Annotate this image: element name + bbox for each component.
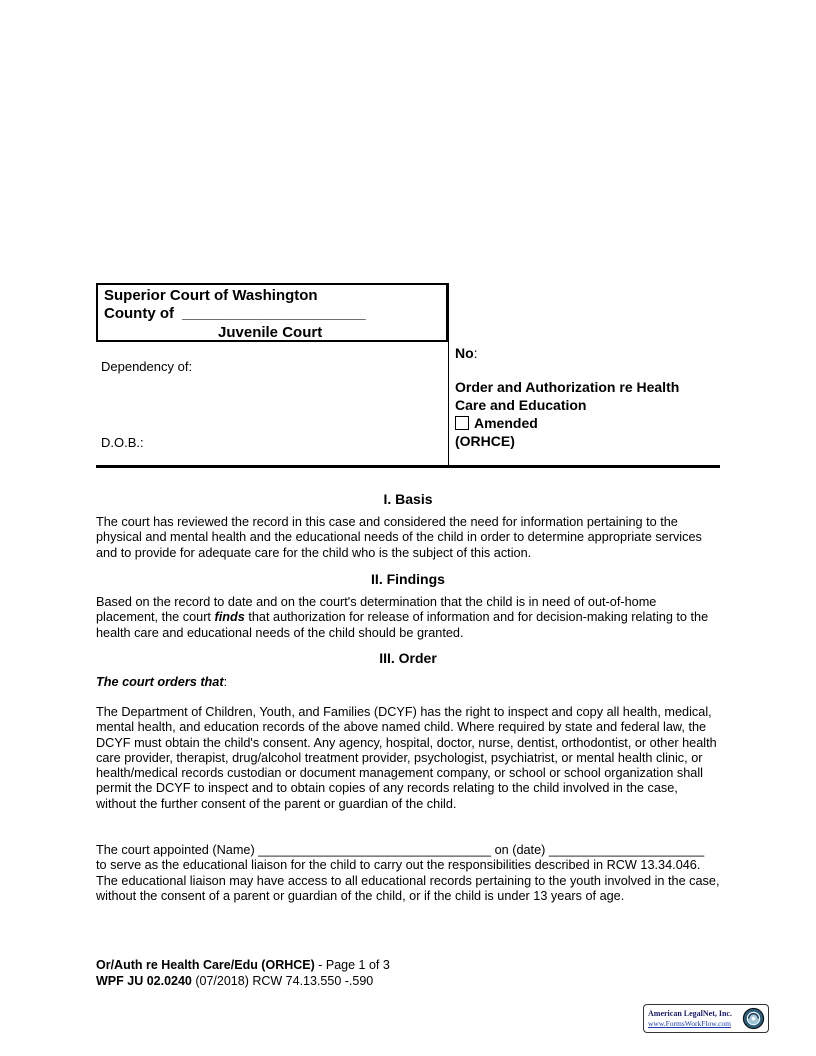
dependency-label: Dependency of:	[101, 359, 193, 374]
publisher-url[interactable]: www.FormsWorkFlow.com	[648, 1019, 732, 1028]
findings-emphasis: finds	[214, 610, 245, 625]
county-line	[104, 305, 366, 323]
liaison-appointment-line: The court appointed (Name) _________________________________ on (date) ______________________	[96, 843, 705, 857]
footer-form-number: WPF JU 02.0240	[96, 974, 192, 988]
footer-page-info: - Page 1 of 3	[314, 958, 390, 972]
order-paragraph-records: The Department of Children, Youth, and Families (DCYF) has the right to inspect and copy all health, medical, mental health, and education records of the above named child. Where required by state and federal law, the DCYF must obtain the child's consent. Any agency, hospital, doctor, nurse, dentist, orthodontist, or other health care provider, therapist, drug/alcohol treatment provider, psychologist, psychiatrist, or mental health clinic, or health/medical records custodian or document management company, or school or school organization shall permit the DCYF to inspect and to obtain copies of any records relating to the child involved in the case, without the further consent of the parent or guardian of the child.	[96, 705, 717, 811]
amended-label: Amended	[474, 415, 538, 431]
court-name: Superior Court of Washington	[104, 287, 318, 304]
orders-lead-text: The court orders that	[96, 675, 224, 689]
footer-title-line	[96, 958, 390, 973]
form-abbreviation: (ORHCE)	[455, 433, 515, 449]
liaison-responsibilities: to serve as the educational liaison for the child to carry out the responsibilities described in RCW 13.34.046. The educational liaison may have access to all educational records pertaining to the youth involved in the case, without the consent of a parent or guardian of the child, or if the child is under 13 years of age.	[96, 858, 720, 903]
publisher-logo[interactable]	[643, 1004, 769, 1033]
footer-form-revision: (07/2018) RCW 74.13.550 -.590	[191, 974, 374, 988]
findings-heading: II. Findings	[371, 571, 445, 587]
order-title-line1: Order and Authorization re Health	[455, 379, 680, 395]
dob-label: D.O.B.:	[101, 435, 144, 450]
caption-divider	[448, 283, 449, 467]
caption-bottom-rule	[96, 465, 720, 468]
orders-lead-colon: :	[223, 675, 228, 689]
footer-form-title: Or/Auth re Health Care/Edu (ORHCE)	[96, 958, 315, 972]
findings-paragraph	[96, 595, 720, 641]
basis-heading: I. Basis	[383, 491, 433, 507]
footer-form-line	[96, 974, 373, 989]
amended-row	[455, 414, 538, 432]
county-blank: ______________________	[182, 305, 366, 322]
findings-text-b: that authorization for release of information and for decision-making relating to the health care and educational needs of the child should be granted.	[96, 610, 709, 640]
county-label: County of	[104, 305, 174, 322]
case-number-label: No	[455, 345, 474, 361]
globe-icon	[742, 1007, 765, 1030]
orders-lead	[96, 675, 720, 690]
case-number	[455, 344, 478, 362]
order-title-line2: Care and Education	[455, 397, 587, 413]
basis-paragraph: The court has reviewed the record in this case and considered the need for information pertaining to the physical and mental health and the educational needs of the child in order to determine appropriate services and to provide for adequate care for the child who is the subject of this action.	[96, 515, 702, 560]
order-paragraph-liaison	[96, 843, 720, 904]
case-number-colon: :	[473, 345, 478, 361]
order-heading: III. Order	[379, 650, 437, 666]
publisher-name: American LegalNet, Inc.	[648, 1009, 732, 1018]
division-label: Juvenile Court	[218, 324, 323, 341]
amended-checkbox[interactable]	[455, 416, 469, 430]
court-caption-box	[96, 283, 448, 342]
findings-text-a: Based on the record to date and on the court's determination that the child is in need of out-of-home placement, the court	[96, 595, 657, 625]
